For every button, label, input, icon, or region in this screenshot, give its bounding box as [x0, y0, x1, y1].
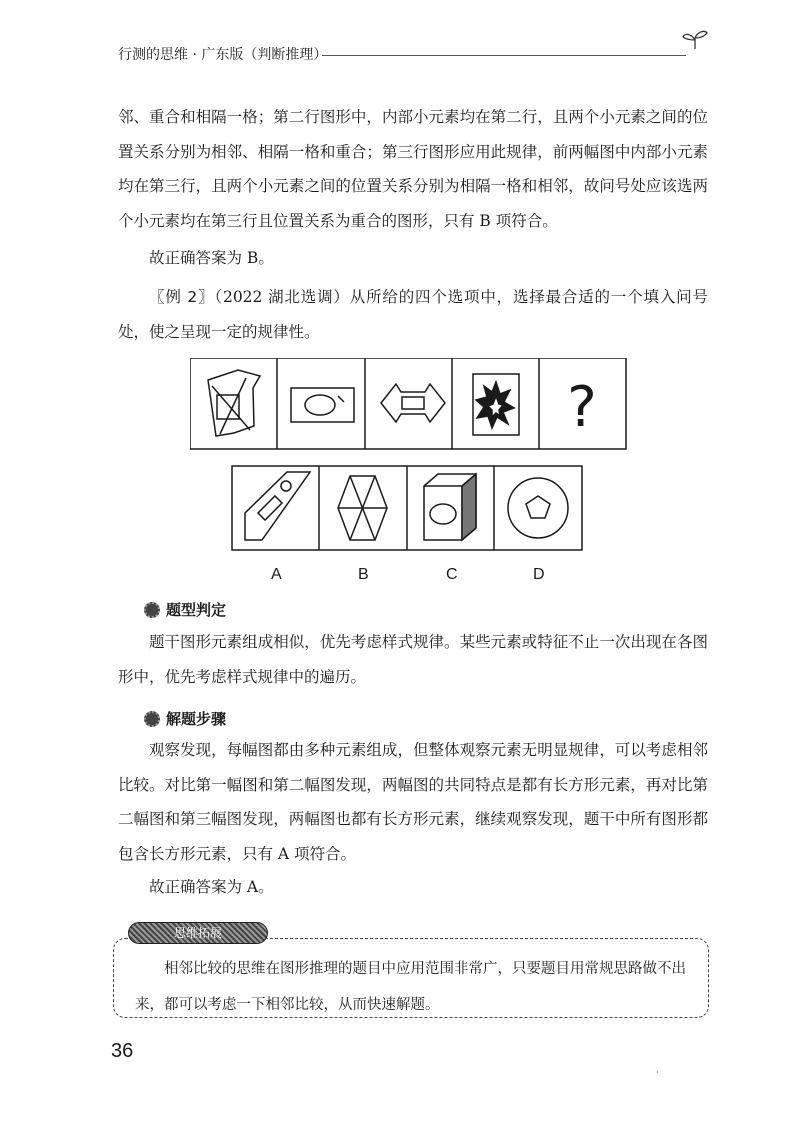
section-title: 题型判定: [166, 601, 227, 619]
paragraph-example-2: [118, 280, 708, 349]
tip-text: 相邻比较的思维在图形推理的题目中应用范围非常广，只要题目用常规思路做不出来，都可以考虑一下相邻比较，从而快速解题。: [135, 961, 686, 1013]
question-mark: ?: [567, 375, 597, 440]
question-shape-2: [291, 388, 354, 422]
question-row: [190, 358, 626, 449]
paragraph-1: 邻、重合和相隔一格；第二行图形中，内部小元素均在第二行，且两个小元素之间的位置关系分别为相邻、相隔一格和重合；第三行图形应用此规律，前两幅图中内部小元素均在第三行，且两个小元素之间的位置关系分别为相隔一格和相邻，故问号处应该选两个小元素均在第三行且位置关系为重合的图形，只有 B 项符合。: [118, 108, 708, 230]
option-b-shape: [338, 476, 387, 540]
paragraph-solution: 观察发现，每幅图都由多种元素组成，但整体观察元素无明显规律，可以考虑相邻比较。对比第一幅图和第二幅图发现，两幅图的共同特点是都有长方形元素，再对比第二幅图和第三幅图发现，两幅图也都有长方形元素，继续观察发现，题干中所有图形都包含长方形元素，只有 A 项符合。: [118, 741, 708, 863]
example-body: （2022 湖北选调）从所给的四个选项中，选择最合适的一个填入问号处，使之呈现一定的规律性。: [118, 288, 708, 341]
options-row: [232, 466, 582, 550]
option-a-shape: [245, 472, 310, 540]
option-c-shape: [424, 474, 476, 540]
question-row-frame: [190, 358, 626, 449]
option-label-d: D: [533, 566, 545, 583]
question-shape-3: [381, 384, 445, 422]
sprout-icon: [680, 28, 710, 50]
option-label-c: C: [446, 566, 458, 583]
section-question-type: [144, 599, 226, 620]
question-shape-4: [473, 374, 519, 435]
paragraph-answer-b: 故正确答案为 B。: [149, 249, 274, 267]
header-rule: [322, 55, 686, 56]
tip-label: 思维拓展: [128, 922, 268, 944]
option-label-a: A: [271, 566, 282, 583]
section-badge-icon: [144, 711, 160, 727]
option-label-b: B: [358, 566, 369, 583]
section-badge-icon: [144, 602, 160, 618]
section-title: 解题步骤: [166, 710, 227, 728]
stray-mark: ·: [656, 1068, 659, 1077]
paragraph-question-type: 题干图形元素组成相似，优先考虑样式规律。某些元素或特征不止一次出现在各图形中，优先考虑样式规律中的遍历。: [118, 633, 708, 686]
page-number: 36: [111, 1040, 134, 1062]
question-shape-1: [208, 370, 260, 436]
paragraph-answer-a: 故正确答案为 A。: [149, 878, 274, 896]
header-title: 行测的思维 · 广东版（判断推理）: [118, 47, 328, 63]
question-figure: [190, 358, 630, 558]
section-solution-steps: [144, 708, 226, 729]
option-d-shape: [508, 478, 568, 538]
example-tag: 〖例 2〗: [149, 288, 215, 306]
